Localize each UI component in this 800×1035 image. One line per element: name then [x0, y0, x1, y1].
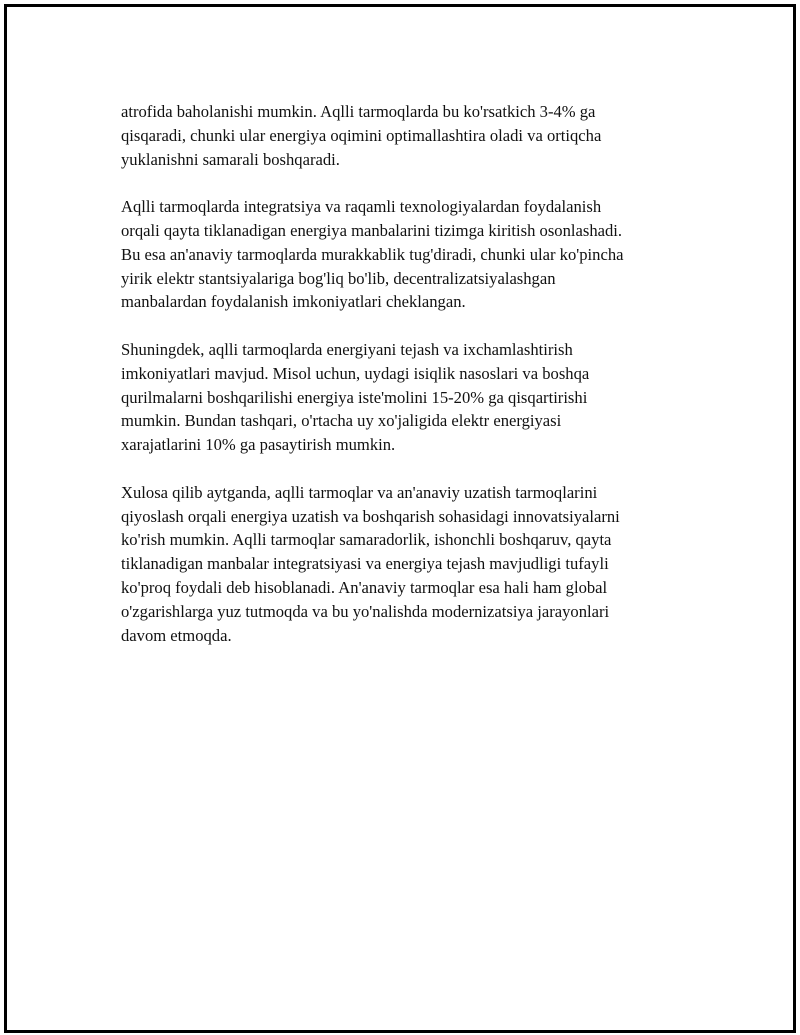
text-line: mumkin. Bundan tashqari, o'rtacha uy xo'jaligida elektr energiyasi: [121, 411, 562, 431]
page-frame: [4, 4, 796, 1033]
paragraph-4: [121, 481, 701, 648]
document-body: [121, 100, 701, 671]
text-line: yuklanishni samarali boshqaradi.: [121, 149, 340, 169]
text-line: ko'proq foydali deb hisoblanadi. An'anaviy tarmoqlar esa hali ham global: [121, 577, 608, 597]
text-line: davom etmoqda.: [121, 625, 232, 645]
text-line: o'zgarishlarga yuz tutmoqda va bu yo'nalishda modernizatsiya jarayonlari: [121, 601, 610, 621]
text-line: tiklanadigan manbalar integratsiyasi va energiya tejash mavjudligi tufayli: [121, 554, 609, 574]
paragraph-1: [121, 100, 701, 171]
text-line: Xulosa qilib aytganda, aqlli tarmoqlar va an'anaviy uzatish tarmoqlarini: [121, 482, 598, 502]
paragraph-2: [121, 195, 701, 314]
text-line: Bu esa an'anaviy tarmoqlarda murakkablik tug'diradi, chunki ular ko'pincha: [121, 244, 624, 264]
text-line: ko'rish mumkin. Aqlli tarmoqlar samaradorlik, ishonchli boshqaruv, qayta: [121, 530, 612, 550]
text-line: Shuningdek, aqlli tarmoqlarda energiyani tejash va ixchamlashtirish: [121, 339, 573, 359]
text-line: qisqaradi, chunki ular energiya oqimini optimallashtira oladi va ortiqcha: [121, 125, 602, 145]
text-line: qurilmalarni boshqarilishi energiya iste'molini 15-20% ga qisqartirishi: [121, 387, 588, 407]
text-line: atrofida baholanishi mumkin. Aqlli tarmoqlarda bu ko'rsatkich 3-4% ga: [121, 102, 596, 121]
text-line: yirik elektr stantsiyalariga bog'liq bo'lib, decentralizatsiyalashgan: [121, 268, 556, 288]
text-line: manbalardan foydalanish imkoniyatlari cheklangan.: [121, 292, 466, 312]
text-line: qiyoslash orqali energiya uzatish va boshqarish sohasidagi innovatsiyalarni: [121, 506, 620, 526]
text-line: orqali qayta tiklanadigan energiya manbalarini tizimga kiritish osonlashadi.: [121, 220, 623, 240]
text-line: imkoniyatlari mavjud. Misol uchun, uydagi isiqlik nasoslari va boshqa: [121, 363, 590, 383]
text-line: Aqlli tarmoqlarda integratsiya va raqamli texnologiyalardan foydalanish: [121, 197, 602, 217]
paragraph-3: [121, 338, 701, 457]
text-line: xarajatlarini 10% ga pasaytirish mumkin.: [121, 435, 396, 455]
